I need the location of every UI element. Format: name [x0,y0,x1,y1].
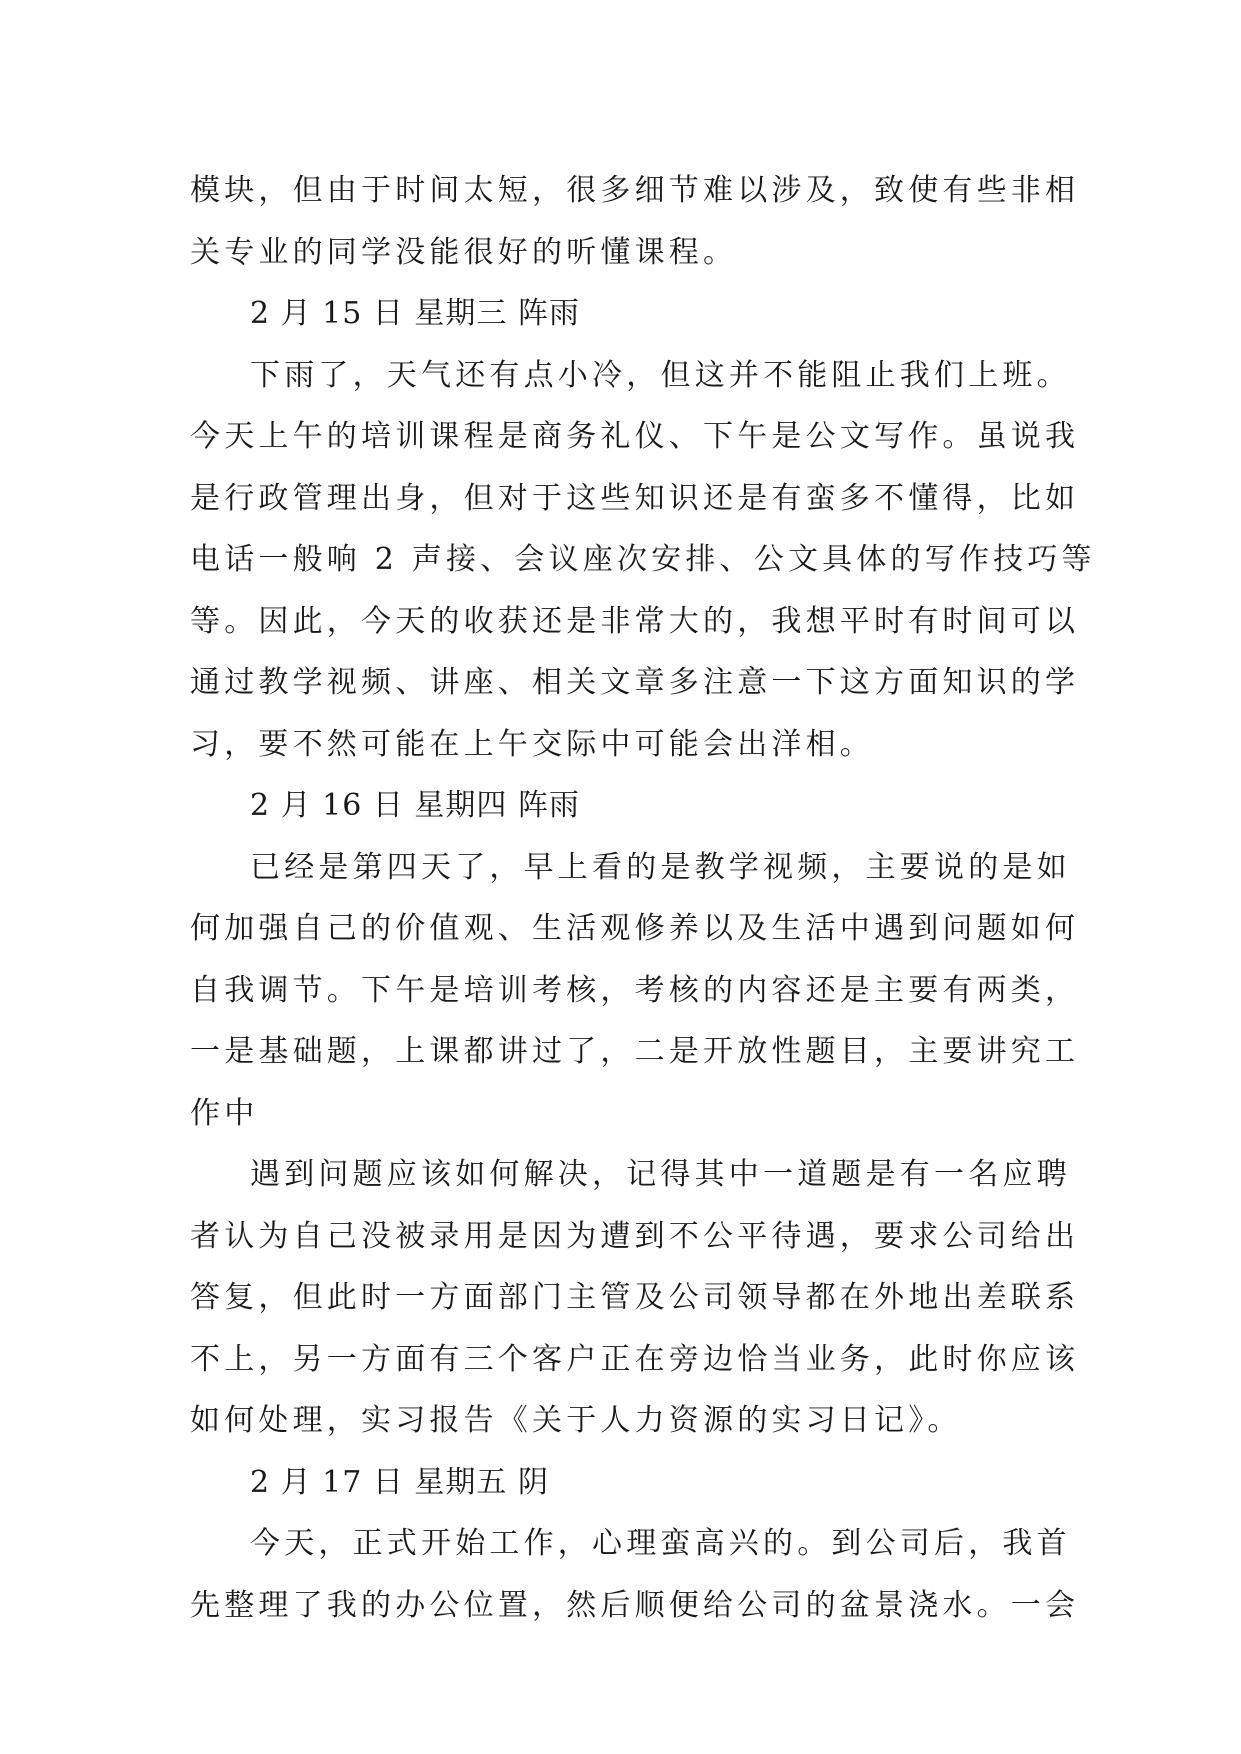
body-line: 今天上午的培训课程是商务礼仪、下午是公文写作。虽说我 [190,419,1080,454]
diary-date-heading: 2 月 17 日 星期五 阴 [250,1464,549,1500]
document-page [190,160,1096,1636]
body-line: 何加强自己的价值观、生活观修养以及生活中遇到问题如何 [190,911,1080,946]
body-line: 关专业的同学没能很好的听懂课程。 [190,234,738,270]
body-line: 是行政管理出身，但对于这些知识还是有蛮多不懂得，比如 [190,480,1080,516]
body-line: 自我调节。下午是培训考核，考核的内容还是主要有两类， [190,972,1080,1008]
body-line: 不上，另一方面有三个客户正在旁边恰当业务，此时你应该 [190,1341,1080,1377]
body-line: 作中 [190,1095,259,1131]
body-line: 答复，但此时一方面部门主管及公司领导都在外地出差联系 [190,1280,1080,1315]
body-line: 者认为自己没被录用是因为遭到不公平待遇，要求公司给出 [190,1218,1080,1254]
paragraph-first-line: 遇到问题应该如何解决，记得其中一道题是有一名应聘 [250,1157,1071,1192]
body-line: 先整理了我的办公位置，然后顺便给公司的盆景浇水。一会 [190,1587,1080,1623]
body-line: 一是基础题，上课都讲过了，二是开放性题目，主要讲究工 [190,1034,1080,1069]
body-line: 等。因此，今天的收获还是非常大的，我想平时有时间可以 [190,603,1080,639]
paragraph-first-line: 已经是第四天了，早上看的是教学视频，主要说的是如 [250,849,1071,885]
paragraph-first-line: 今天，正式开始工作，心理蛮高兴的。到公司后，我首 [250,1526,1071,1561]
body-line: 习，要不然可能在上午交际中可能会出洋相。 [190,726,874,762]
body-line: 通过教学视频、讲座、相关文章多注意一下这方面知识的学 [190,665,1080,700]
diary-date-heading: 2 月 16 日 星期四 阵雨 [250,788,580,823]
diary-date-heading: 2 月 15 日 星期三 阵雨 [250,296,580,331]
body-line: 电话一般响 2 声接、会议座次安排、公文具体的写作技巧等 [190,542,1096,577]
body-line: 模块，但由于时间太短，很多细节难以涉及，致使有些非相 [190,173,1080,208]
body-line: 如何处理，实习报告《关于人力资源的实习日记》。 [190,1403,962,1438]
paragraph-first-line: 下雨了，天气还有点小冷，但这并不能阻止我们上班。 [250,357,1071,393]
